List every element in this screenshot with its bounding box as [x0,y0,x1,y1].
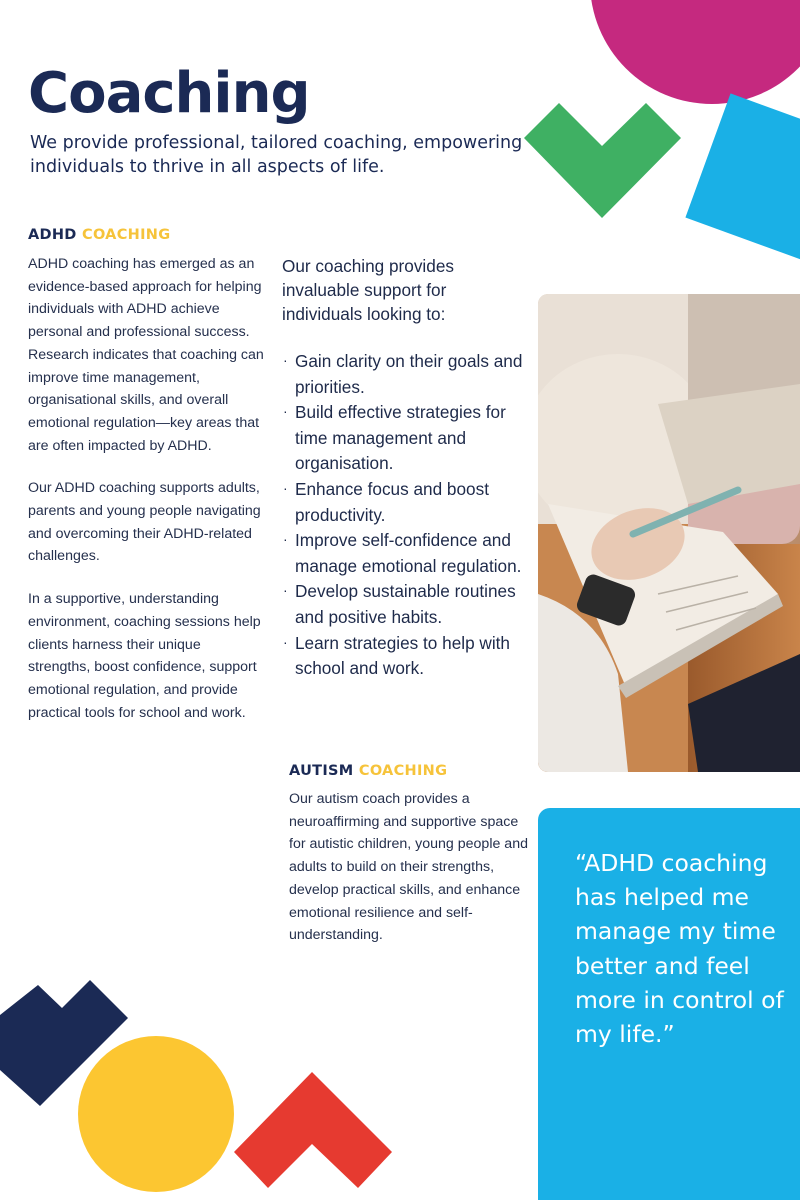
bullet-text: Enhance focus and boost productivity. [295,478,489,525]
bullet-dot-icon: · [283,403,288,420]
bullet-dot-icon: · [283,633,288,650]
testimonial-quote: “ADHD coaching has helped me manage my time better and feel more in control of my life.” [575,849,784,1049]
bullet-text: Build effective strategies for time management and organisation. [295,402,506,474]
list-item [282,349,532,400]
coaching-session-photo [538,294,800,772]
bullet-text: Learn strategies to help with school and work. [295,632,510,679]
adhd-paragraph-1: ADHD coaching has emerged as an evidence-based approach for helping individuals with ADHD achieve personal and professional success. Research indicates that coaching can improve time management, organisational skills, and overall emotional regulation—key areas that are often impacted by ADHD. [28,256,264,454]
bullet-dot-icon: · [283,582,288,599]
green-chevron-decoration [524,100,704,224]
magenta-circle-decoration [590,0,800,104]
autism-heading-accent: COACHING [358,763,448,779]
bullet-dot-icon: · [283,531,288,548]
testimonial-quote-box [538,808,800,1200]
adhd-coaching-heading [28,226,170,244]
list-item [282,631,532,682]
page-subtitle: We provide professional, tailored coaching, empowering individuals to thrive in all aspects of life. [30,133,523,177]
adhd-paragraph-2: Our ADHD coaching supports adults, parents and young people navigating and overcoming their ADHD-related challenges. [28,480,261,565]
list-item [282,579,532,630]
bullet-dot-icon: · [283,352,288,368]
support-intro: Our coaching provides invaluable support for individuals looking to: [282,256,454,325]
autism-heading-main: AUTISM [289,763,354,779]
support-bullet-list [282,349,532,682]
bullet-text: Gain clarity on their goals and priorities. [295,351,523,397]
adhd-coaching-body [28,253,264,744]
adhd-heading-main: ADHD [28,227,77,243]
page-title: Coaching [28,61,310,126]
bullet-text: Improve self-confidence and manage emotional regulation. [295,530,522,576]
adhd-paragraph-3: In a supportive, understanding environment, coaching sessions help clients harness their unique strengths, boost confidence, support emotional regulation, and provide practical tools for school and work. [28,591,261,721]
adhd-heading-accent: COACHING [82,227,171,243]
autism-coaching-heading [289,762,447,780]
autism-coaching-text: Our autism coach provides a neuroaffirming and supportive space for autistic children, young people and adults to build on their strengths, develop practical skills, and enhance emotional resilience and self-understanding. [289,791,528,944]
list-item [282,477,532,528]
bullet-dot-icon: · [283,479,288,496]
red-chevron-decoration [234,1066,396,1200]
bullet-text: Develop sustainable routines and positive habits. [295,581,516,627]
yellow-circle-decoration [78,1036,234,1192]
list-item [282,400,532,477]
list-item [282,528,532,579]
